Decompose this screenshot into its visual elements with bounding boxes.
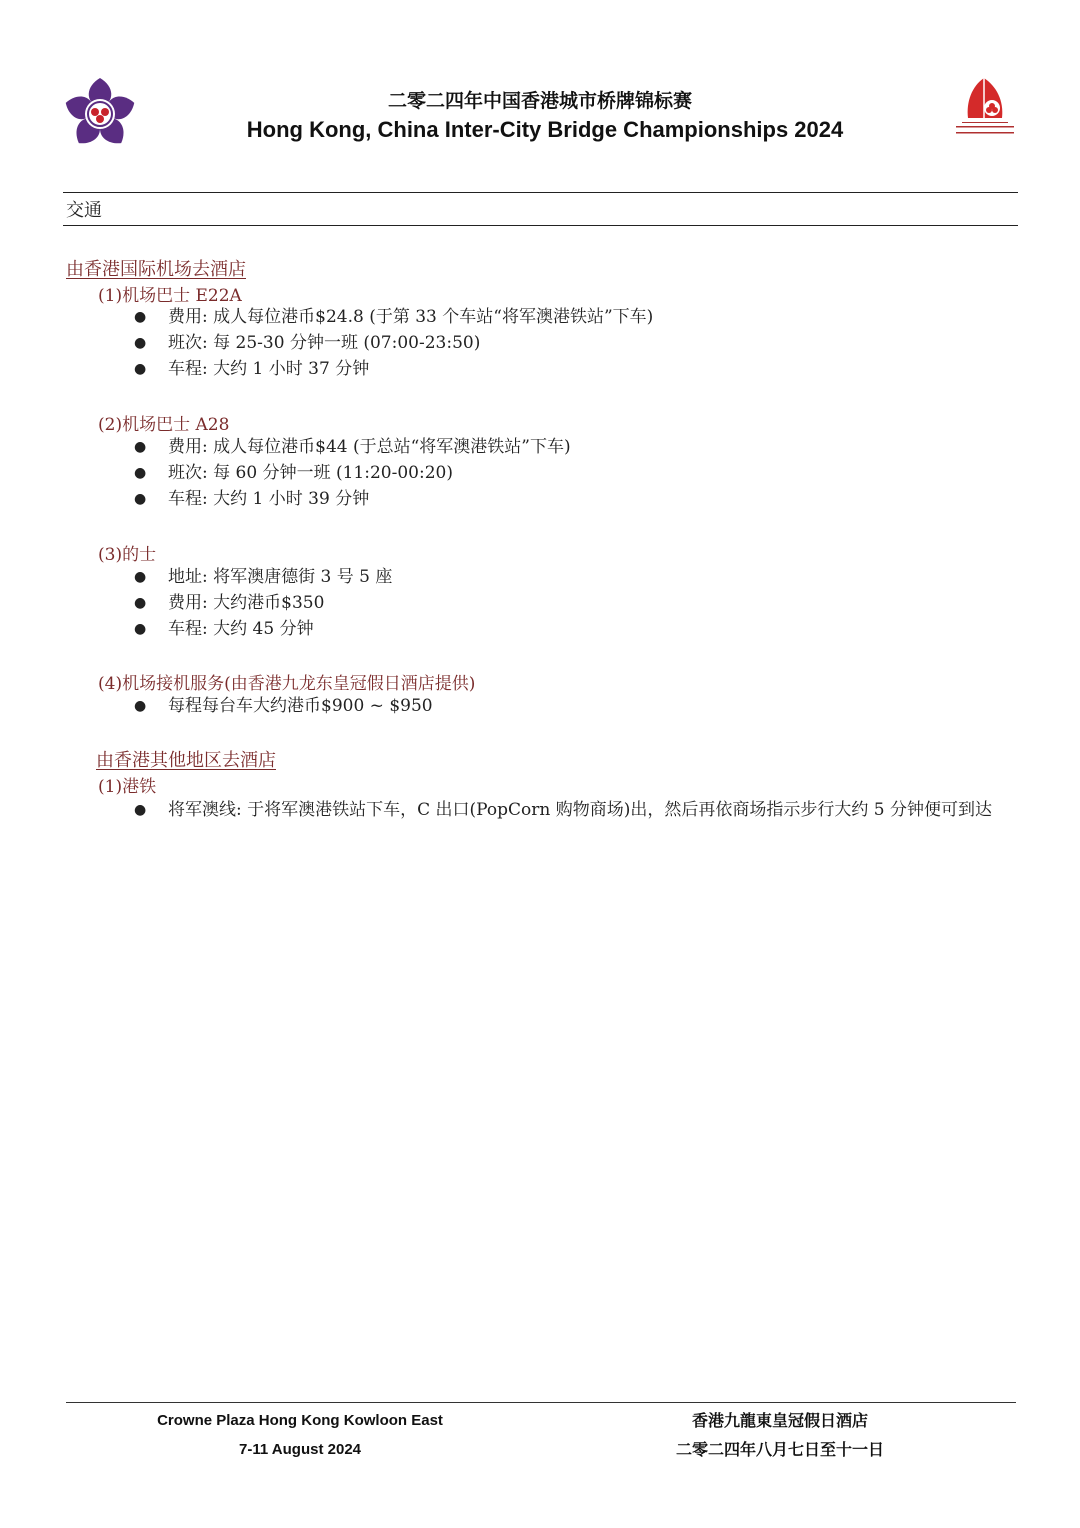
title-chinese: 二零二四年中国香港城市桥牌锦标赛 <box>387 90 692 112</box>
bullet-icon: ● <box>134 465 147 481</box>
bullet-icon: ● <box>134 569 147 585</box>
list-item: ● 车程: 大约 45 分钟 <box>134 616 1014 642</box>
section-rule-top <box>63 192 1018 193</box>
footer-chinese <box>640 1406 920 1464</box>
footer-hotel-en: Crowne Plaza Hong Kong Kowloon East <box>157 1412 443 1429</box>
area-heading-airport: 由香港国际机场去酒店 <box>66 259 246 280</box>
footer-hotel-cn: 香港九龍東皇冠假日酒店 <box>691 1411 868 1430</box>
bullet-icon: ● <box>134 491 147 507</box>
bullet-icon: ● <box>134 439 147 455</box>
list-item: ● 将军澳线: 于将军澳港铁站下车，C 出口(PopCorn 购物商场)出，然后再依商场指示步行大约 5 分钟便可到达 <box>134 797 1014 823</box>
bullet-icon: ● <box>134 361 147 377</box>
group-title-pickup: (4)机场接机服务(由香港九龙东皇冠假日酒店提供) <box>98 674 476 694</box>
footer-dates-en: 7-11 August 2024 <box>239 1441 361 1458</box>
bullet-icon: ● <box>134 595 147 611</box>
area-heading-other: 由香港其他地区去酒店 <box>96 750 276 771</box>
list-item: ● 车程: 大约 1 小时 39 分钟 <box>134 486 1014 512</box>
group-title-mtr: (1)港铁 <box>98 777 157 797</box>
list-item: ● 班次: 每 60 分钟一班 (11:20-00:20) <box>134 460 1014 486</box>
list-item: ● 费用: 大约港币$350 <box>134 590 1014 616</box>
list-item: ● 地址: 将军澳唐德街 3 号 5 座 <box>134 564 1014 590</box>
list-item: ● 每程每台车大约港币$900 ~ $950 <box>134 693 1014 719</box>
footer-dates-cn: 二零二四年八月七日至十一日 <box>675 1440 884 1459</box>
section-rule-bottom <box>63 225 1018 226</box>
group-title-e22a: (1)机场巴士 E22A <box>98 286 242 306</box>
bullet-icon: ● <box>134 802 147 818</box>
title-english: Hong Kong, China Inter-City Bridge Championships 2024 <box>246 117 844 142</box>
footer-english <box>150 1406 450 1464</box>
bullet-icon: ● <box>134 335 147 351</box>
footer-rule <box>66 1402 1016 1403</box>
list-item: ● 班次: 每 25-30 分钟一班 (07:00-23:50) <box>134 330 1014 356</box>
bullet-icon: ● <box>134 621 147 637</box>
section-title: 交通 <box>66 200 102 221</box>
list-item: ● 车程: 大约 1 小时 37 分钟 <box>134 356 1014 382</box>
list-item: ● 费用: 成人每位港币$24.8 (于第 33 个车站“将军澳港铁站”下车) <box>134 304 1014 330</box>
list-item: ● 费用: 成人每位港币$44 (于总站“将军澳港铁站”下车) <box>134 434 1014 460</box>
group-title-a28: (2)机场巴士 A28 <box>98 415 230 435</box>
bullet-icon: ● <box>134 698 147 714</box>
bullet-icon: ● <box>134 309 147 325</box>
group-title-taxi: (3)的士 <box>98 545 157 565</box>
